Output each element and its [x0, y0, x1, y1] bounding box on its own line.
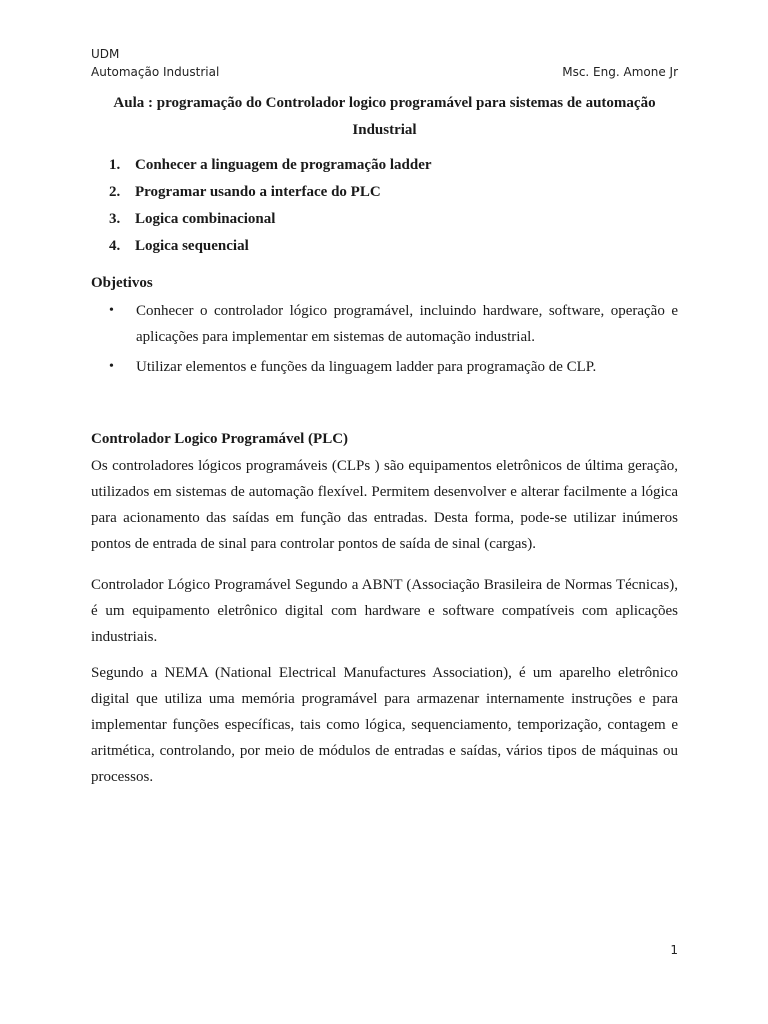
list-item: [109, 179, 432, 206]
paragraph: Controlador Lógico Programável Segundo a ABNT (Associação Brasileira de Normas Técnicas), é um equipamento eletrônico digital com hardware e software compatíveis com aplicações industriais.: [91, 577, 678, 645]
header-author: Msc. Eng. Amone Jr: [562, 65, 678, 79]
paragraph: Os controladores lógicos programáveis (CLPs ) são equipamentos eletrônicos de última geração, utilizados em sistemas de automação flexível. Permitem desenvolver e alterar facilmente a lógica para acionamento das saídas em função das entradas. Desta forma, pode-se utilizar inúmeros pontos de entrada de sinal para controlar pontos de saída de sinal (cargas).: [91, 458, 678, 552]
topic-text: Conhecer a linguagem de programação ladder: [135, 157, 432, 173]
topic-number: 3.: [109, 211, 121, 227]
topic-number: 1.: [109, 157, 121, 173]
objectives-list: [109, 298, 678, 384]
list-item: [109, 152, 432, 179]
page-number: 1: [670, 943, 678, 957]
objectives-heading: Objetivos: [91, 275, 153, 291]
topic-text: Programar usando a interface do PLC: [135, 184, 381, 200]
topic-text: Logica sequencial: [135, 238, 249, 254]
paragraph: Segundo a NEMA (National Electrical Manufactures Association), é um aparelho eletrônico digital que utiliza uma memória programável para armazenar internamente instruções e para implementar funções específicas, tais como lógica, sequenciamento, temporização, contagem e aritmética, controlando, por meio de módulos de entradas e saídas, vários tipos de máquinas ou processos.: [91, 665, 678, 785]
header-course: Automação Industrial: [91, 65, 220, 79]
header-org: UDM: [91, 47, 120, 61]
section-heading: Controlador Logico Programável (PLC): [91, 431, 349, 447]
bullet-icon: •: [109, 359, 114, 374]
topic-number: 4.: [109, 238, 121, 254]
list-item: [109, 206, 432, 233]
topic-text: Logica combinacional: [135, 211, 276, 227]
header-line: [91, 64, 678, 80]
list-item: [109, 233, 432, 260]
list-item: [109, 298, 678, 350]
lesson-title: Aula : programação do Controlador logico programável para sistemas de automação Industrial: [113, 95, 656, 138]
objective-text: Conhecer o controlador lógico programável, incluindo hardware, software, operação e aplicações para implementar em sistemas de automação industrial.: [136, 303, 678, 345]
objective-text: Utilizar elementos e funções da linguagem ladder para programação de CLP.: [136, 359, 597, 375]
bullet-icon: •: [109, 303, 114, 318]
list-item: [109, 354, 678, 380]
topic-number: 2.: [109, 184, 121, 200]
topics-list: [109, 152, 432, 260]
